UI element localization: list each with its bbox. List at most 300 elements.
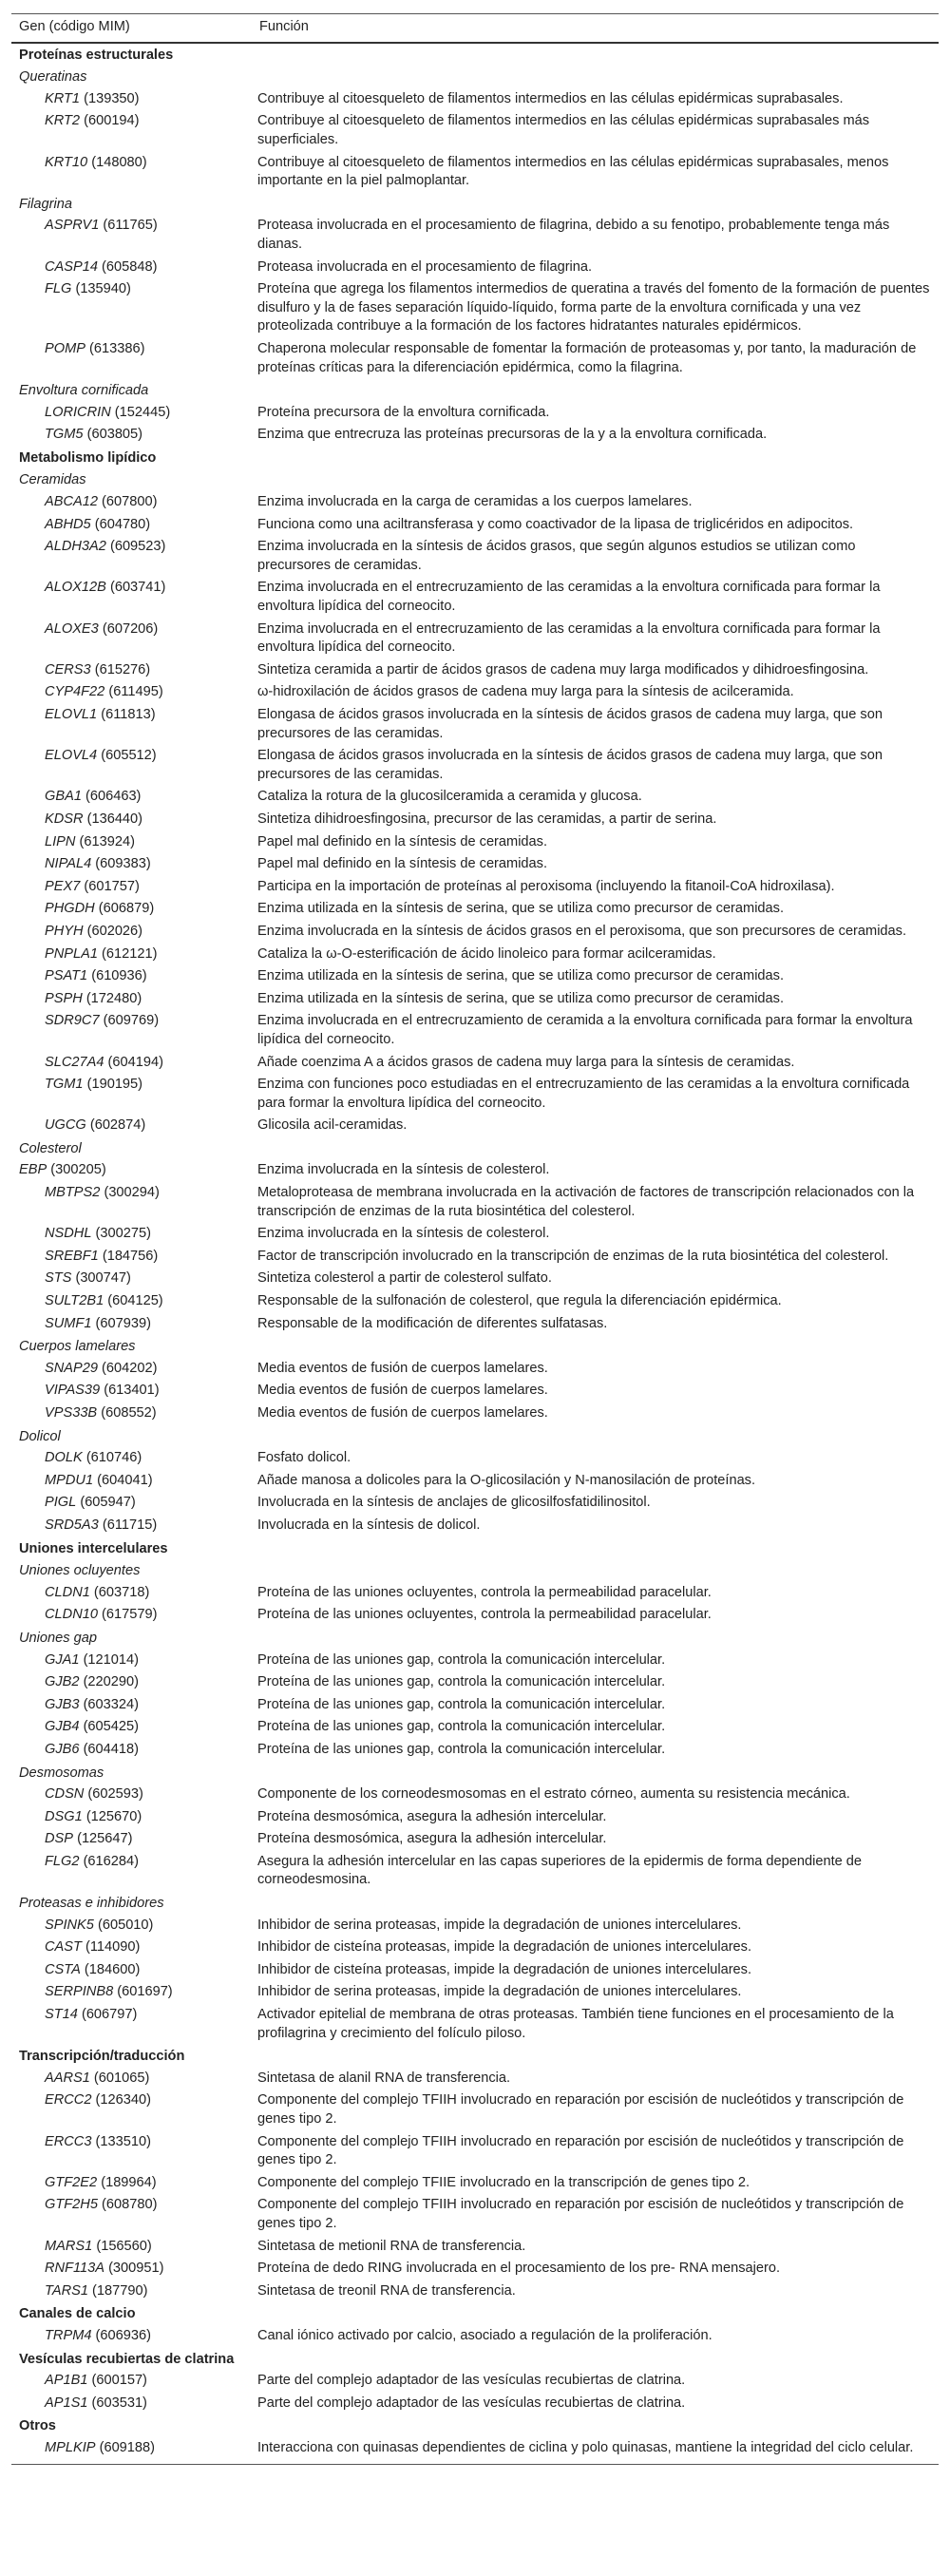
function-cell: Responsable de la modificación de diferentes sulfatasas. (257, 1315, 608, 1331)
gene-cell (11, 2325, 252, 2348)
subsection-heading-row (11, 66, 939, 88)
gene-cell (11, 1447, 252, 1470)
mim-code: (610936) (91, 968, 147, 984)
gene-cell (11, 491, 252, 514)
subsection-heading-row (11, 1892, 939, 1915)
gene-symbol: SULT2B1 (45, 1293, 104, 1309)
gene-function-table-container (11, 13, 939, 2465)
gene-symbol: VIPAS39 (45, 1383, 101, 1399)
mim-code: (602593) (87, 1786, 143, 1803)
function-cell: Enzima involucrada en la síntesis de colesterol. (257, 1162, 550, 1178)
mim-code: (604780) (94, 516, 151, 532)
gene-symbol: ERCC2 (45, 2092, 92, 2109)
gene-symbol: ABCA12 (45, 494, 98, 510)
section-heading-row (11, 43, 939, 67)
function-cell: Papel mal definido en la síntesis de ceramidas. (257, 856, 548, 872)
section-heading: Metabolismo lipídico (19, 449, 157, 466)
function-cell: Fosfato dolicol. (257, 1450, 352, 1466)
function-cell: Proteína de las uniones gap, controla la comunicación intercelular. (257, 1696, 666, 1712)
function-cell: Sintetiza ceramida a partir de ácidos grasos de cadena muy larga modificados y dihidroesfingosina. (257, 661, 869, 677)
gene-cell (11, 2258, 252, 2280)
gene-symbol: PNPLA1 (45, 945, 98, 962)
table-row (11, 876, 939, 899)
mim-code: (603531) (91, 2395, 147, 2411)
gene-symbol: PSPH (45, 990, 83, 1006)
mim-code: (611715) (102, 1517, 158, 1533)
gene-symbol: SRD5A3 (45, 1517, 99, 1533)
table-row (11, 278, 939, 338)
gene-cell (11, 704, 252, 745)
mim-code: (609769) (103, 1013, 160, 1029)
mim-code: (607800) (102, 494, 158, 510)
function-cell: Enzima involucrada en el entrecruzamiento de las ceramidas a la envoltura cornificada para formar la envoltura lipídica del corneocito. (257, 580, 881, 615)
function-cell: Contribuye al citoesqueleto de filamentos intermedios en las células epidérmicas suprabasales más superficiales. (257, 113, 870, 147)
mim-code: (603741) (109, 580, 166, 596)
gene-symbol: SPINK5 (45, 1917, 94, 1933)
gene-cell (11, 1851, 252, 1892)
table-row (11, 681, 939, 704)
mim-code: (600194) (84, 113, 140, 129)
subsection-heading-row (11, 1762, 939, 1784)
table-row (11, 1223, 939, 1246)
gene-cell (11, 1716, 252, 1739)
gene-symbol: MPLKIP (45, 2439, 96, 2455)
function-cell: Proteína de las uniones ocluyentes, controla la permeabilidad paracelular. (257, 1607, 712, 1623)
gene-symbol: SDR9C7 (45, 1013, 100, 1029)
gene-cell (11, 1492, 252, 1515)
table-row (11, 1959, 939, 1982)
mim-code: (610746) (86, 1450, 142, 1466)
table-row (11, 2131, 939, 2172)
table-row (11, 2194, 939, 2235)
gene-symbol: AP1B1 (45, 2373, 88, 2389)
gene-symbol: CAST (45, 1939, 82, 1956)
table-row (11, 577, 939, 618)
mim-code: (607939) (95, 1315, 151, 1331)
mim-code: (125670) (86, 1808, 142, 1824)
mim-code: (604041) (97, 1472, 153, 1488)
gene-symbol: GJB2 (45, 1674, 80, 1690)
mim-code: (601065) (93, 2070, 150, 2086)
gene-cell (11, 898, 252, 921)
gene-symbol: ALOXE3 (45, 620, 99, 637)
gene-cell (11, 681, 252, 704)
gene-cell (11, 402, 252, 425)
subsection-heading: Uniones ocluyentes (19, 1563, 141, 1579)
mim-code: (300951) (108, 2261, 164, 2277)
subsection-heading-row (11, 379, 939, 402)
gene-symbol: FLG (45, 281, 72, 297)
table-row (11, 88, 939, 111)
gene-cell (11, 1010, 252, 1051)
mim-code: (604202) (102, 1360, 158, 1376)
function-cell: Media eventos de fusión de cuerpos lamelares. (257, 1383, 548, 1399)
mim-code: (135940) (75, 281, 131, 297)
table-row (11, 619, 939, 659)
gene-symbol: ALDH3A2 (45, 539, 106, 555)
function-cell: Componente del complejo TFIIE involucrado en la transcripción de genes tipo 2. (257, 2174, 750, 2190)
gene-symbol: MARS1 (45, 2238, 93, 2254)
gene-cell (11, 831, 252, 854)
function-cell: Responsable de la sulfonación de colesterol, que regula la diferenciación epidérmica. (257, 1293, 782, 1309)
gene-symbol: SLC27A4 (45, 1054, 104, 1070)
gene-symbol: POMP (45, 340, 86, 356)
function-cell: Sintetiza dihidroesfingosina, precursor de las ceramidas, a partir de serina. (257, 811, 717, 827)
section-heading-row (11, 1537, 939, 1560)
gene-cell (11, 1380, 252, 1402)
mim-code: (604125) (107, 1293, 163, 1309)
mim-code: (613401) (104, 1383, 160, 1399)
table-row (11, 659, 939, 682)
gene-symbol: DSP (45, 1831, 74, 1847)
table-row (11, 338, 939, 379)
function-cell: Sintetiza colesterol a partir de colesterol sulfato. (257, 1270, 552, 1287)
subsection-heading: Envoltura cornificada (19, 383, 149, 399)
mim-code: (609523) (109, 539, 166, 555)
gene-symbol: ST14 (45, 2007, 78, 2023)
section-heading: Otros (19, 2418, 56, 2434)
table-row (11, 921, 939, 944)
mim-code: (617579) (102, 1607, 158, 1623)
function-cell: Componente del complejo TFIIH involucrado en reparación por escisión de nucleótidos y transcripción de genes tipo 2. (257, 2197, 904, 2231)
function-cell: Enzima utilizada en la síntesis de serina, que se utiliza como precursor de ceramidas. (257, 968, 785, 984)
function-cell: Enzima utilizada en la síntesis de serina, que se utiliza como precursor de ceramidas. (257, 990, 785, 1006)
table-row (11, 1828, 939, 1851)
function-cell: Cataliza la rotura de la glucosilceramida a ceramida y glucosa. (257, 789, 642, 805)
gene-cell (11, 1981, 252, 2004)
gene-cell (11, 215, 252, 256)
function-cell: ω-hidroxilación de ácidos grasos de cadena muy larga para la síntesis de acilceramida. (257, 684, 794, 700)
function-cell: Inhibidor de cisteína proteasas, impide la degradación de uniones intercelulares. (257, 1939, 752, 1956)
function-cell: Chaperona molecular responsable de fomentar la formación de proteasomas y, por tanto, la maduración de proteínas críticas para la diferenciación epidérmica, como la filagrina. (257, 340, 917, 375)
gene-symbol: TGM1 (45, 1077, 84, 1093)
gene-cell (11, 2089, 252, 2130)
gene-symbol: UGCG (45, 1117, 86, 1134)
gene-cell (11, 2068, 252, 2090)
gene-symbol: NSDHL (45, 1226, 92, 1242)
mim-code: (300294) (104, 1185, 160, 1201)
gene-cell (11, 1223, 252, 1246)
gene-symbol: TGM5 (45, 427, 84, 443)
gene-cell (11, 1937, 252, 1959)
function-cell: Proteasa involucrada en el procesamiento de filagrina. (257, 258, 593, 275)
table-row (11, 1182, 939, 1223)
section-heading-row (11, 2045, 939, 2068)
gene-cell (11, 988, 252, 1011)
gene-symbol: CSTA (45, 1961, 81, 1977)
mim-code: (613924) (79, 833, 135, 849)
gene-cell (11, 514, 252, 537)
function-cell: Metaloproteasa de membrana involucrada en la activación de factores de transcripción relacionados con la transcripción de enzimas de la ruta biosintética del colesterol. (257, 1185, 915, 1219)
gene-cell (11, 1739, 252, 1762)
mim-code: (601757) (84, 878, 140, 894)
mim-code: (608780) (102, 2197, 158, 2213)
subsection-heading-row (11, 1335, 939, 1358)
mim-code: (220290) (83, 1674, 139, 1690)
gene-symbol: LORICRIN (45, 404, 111, 420)
mim-code: (605848) (102, 258, 158, 275)
gene-symbol: MBTPS2 (45, 1185, 101, 1201)
gene-symbol: ABHD5 (45, 516, 91, 532)
function-cell: Inhibidor de serina proteasas, impide la degradación de uniones intercelulares. (257, 1917, 742, 1933)
gene-cell (11, 1959, 252, 1982)
gene-symbol: GJA1 (45, 1651, 80, 1668)
table-row (11, 424, 939, 447)
function-cell: Interacciona con quinasas dependientes de ciclina y polo quinasas, mantiene la integridad del ciclo celular. (252, 2437, 939, 2464)
gene-symbol: CERS3 (45, 661, 91, 677)
gene-cell (11, 1074, 252, 1115)
mim-code: (148080) (91, 154, 147, 170)
table-row (11, 1694, 939, 1717)
gene-cell (11, 1582, 252, 1605)
gene-cell (11, 921, 252, 944)
gene-cell (11, 659, 252, 682)
gene-symbol: CLDN10 (45, 1607, 98, 1623)
mim-code: (606936) (95, 2327, 151, 2343)
function-cell: Proteína de las uniones gap, controla la comunicación intercelular. (257, 1674, 666, 1690)
table-row (11, 1981, 939, 2004)
header-function-column: Función (252, 14, 939, 43)
gene-symbol: ERCC3 (45, 2133, 92, 2149)
mim-code: (300275) (95, 1226, 151, 1242)
subsection-heading: Desmosomas (19, 1765, 104, 1781)
mim-code: (126340) (95, 2092, 151, 2109)
mim-code: (611813) (101, 707, 156, 722)
mim-code: (602026) (86, 923, 143, 939)
gene-cell (11, 424, 252, 447)
gene-symbol: PSAT1 (45, 968, 88, 984)
subsection-heading: Cuerpos lamelares (19, 1339, 136, 1355)
table-row (11, 1358, 939, 1381)
gene-cell (11, 1358, 252, 1381)
function-cell: Componente de los corneodesmosomas en el estrato córneo, aumenta su resistencia mecánica. (257, 1786, 850, 1803)
section-heading-row (11, 2302, 939, 2325)
table-row (11, 2089, 939, 2130)
gene-symbol: AARS1 (45, 2070, 90, 2086)
subsection-heading: Ceramidas (19, 472, 86, 488)
function-cell: Canal iónico activado por calcio, asociado a regulación de la proliferación. (257, 2327, 712, 2343)
gene-symbol: VPS33B (45, 1405, 98, 1421)
subsection-heading-row (11, 1137, 939, 1160)
table-row (11, 1915, 939, 1937)
mim-code: (606797) (81, 2007, 138, 2023)
gene-symbol: CDSN (45, 1786, 85, 1803)
function-cell: Participa en la importación de proteínas al peroxisoma (incluyendo la fitanoil-CoA hidroxilasa). (257, 878, 835, 894)
table-row (11, 1313, 939, 1336)
gene-cell (11, 2280, 252, 2303)
gene-symbol: GJB6 (45, 1741, 80, 1757)
subsection-heading: Proteasas e inhibidores (19, 1896, 164, 1912)
table-row (11, 1492, 939, 1515)
gene-symbol: NIPAL4 (45, 856, 92, 872)
function-cell: Inhibidor de cisteína proteasas, impide la degradación de uniones intercelulares. (257, 1961, 752, 1977)
gene-symbol: STS (45, 1270, 72, 1287)
gene-symbol: PIGL (45, 1495, 77, 1511)
gene-symbol: GJB3 (45, 1696, 80, 1712)
gene-cell (11, 2194, 252, 2235)
table-row (11, 1851, 939, 1892)
table-row (11, 536, 939, 577)
function-cell: Involucrada en la síntesis de anclajes de glicosilfosfatidilinositol. (257, 1495, 651, 1511)
table-body (11, 43, 939, 2464)
function-cell: Proteína de las uniones gap, controla la comunicación intercelular. (257, 1651, 666, 1668)
gene-symbol: MPDU1 (45, 1472, 94, 1488)
function-cell: Sintetasa de treonil RNA de transferencia. (257, 2282, 516, 2299)
gene-symbol: GJB4 (45, 1719, 80, 1735)
table-row (11, 2172, 939, 2195)
gene-cell (11, 1159, 252, 1182)
table-row (11, 965, 939, 988)
mim-code: (609383) (95, 856, 151, 872)
mim-code: (601697) (117, 1984, 173, 2000)
mim-code: (603718) (93, 1584, 150, 1600)
table-row (11, 110, 939, 151)
function-cell: Cataliza la ω-O-esterificación de ácido linoleico para formar acilceramidas. (257, 945, 716, 962)
function-cell: Componente del complejo TFIIH involucrado en reparación por escisión de nucleótidos y transcripción de genes tipo 2. (257, 2133, 904, 2168)
gene-symbol: CASP14 (45, 258, 98, 275)
function-cell: Enzima involucrada en la síntesis de colesterol. (257, 1226, 550, 1242)
gene-cell (11, 536, 252, 577)
subsection-heading-row (11, 1627, 939, 1650)
function-cell: Proteína que agrega los filamentos intermedios de queratina a través del fomento de la formación de puentes disulfuro y la de fases separación líquido-líquido, forma parte de la envoltura cornificada y una vez proteolizada contribuye a la formación de los factores hidratantes naturales epidérmicos. (257, 281, 930, 334)
gene-cell (11, 745, 252, 786)
table-row (11, 1739, 939, 1762)
gene-cell (11, 1671, 252, 1694)
section-heading: Vesículas recubiertas de clatrina (19, 2351, 235, 2367)
subsection-heading-row (11, 193, 939, 216)
header-row (11, 14, 939, 43)
subsection-heading: Filagrina (19, 196, 72, 212)
mim-code: (121014) (83, 1651, 139, 1668)
gene-symbol: PEX7 (45, 878, 81, 894)
gene-cell (11, 152, 252, 193)
gene-cell (11, 944, 252, 966)
mim-code: (607206) (102, 620, 159, 637)
function-cell: Añade manosa a dolicoles para la O-glicosilación y N-manosilación de proteínas. (257, 1472, 756, 1488)
table-row (11, 988, 939, 1011)
gene-cell (11, 1290, 252, 1313)
function-cell: Parte del complejo adaptador de las vesículas recubiertas de clatrina. (257, 2373, 686, 2389)
table-row (11, 745, 939, 786)
gene-cell (11, 1402, 252, 1425)
gene-symbol: PHGDH (45, 901, 95, 917)
gene-cell (11, 1515, 252, 1537)
table-row (11, 2325, 939, 2348)
gene-symbol: GTF2H5 (45, 2197, 98, 2213)
table-row (11, 1806, 939, 1829)
table-row (11, 1582, 939, 1605)
gene-cell (11, 2172, 252, 2195)
gene-cell (11, 2131, 252, 2172)
table-row (11, 2236, 939, 2259)
gene-cell (11, 1470, 252, 1493)
mim-code: (611495) (108, 684, 163, 700)
table-row (11, 1937, 939, 1959)
gene-symbol: DOLK (45, 1450, 83, 1466)
table-row (11, 809, 939, 831)
mim-code: (603324) (83, 1696, 139, 1712)
mim-code: (604194) (107, 1054, 163, 1070)
subsection-heading: Dolicol (19, 1428, 61, 1444)
section-heading: Transcripción/traducción (19, 2049, 185, 2065)
mim-code: (611765) (103, 218, 158, 234)
gene-cell (11, 1694, 252, 1717)
mim-code: (156560) (96, 2238, 152, 2254)
gene-symbol: AP1S1 (45, 2395, 88, 2411)
function-cell: Contribuye al citoesqueleto de filamentos intermedios en las células epidérmicas suprabasales, menos importante en la piel palmoplantar. (257, 154, 889, 189)
gene-cell (11, 619, 252, 659)
gene-cell (11, 965, 252, 988)
function-cell: Inhibidor de serina proteasas, impide la degradación de uniones intercelulares. (257, 1984, 742, 2000)
table-row (11, 786, 939, 809)
table-row (11, 1159, 939, 1182)
mim-code: (184600) (84, 1961, 141, 1977)
mim-code: (605947) (80, 1495, 136, 1511)
gene-cell (11, 1115, 252, 1137)
gene-cell (11, 110, 252, 151)
function-cell: Proteína desmosómica, asegura la adhesión intercelular. (257, 1831, 607, 1847)
mim-code: (189964) (101, 2174, 157, 2190)
function-cell: Enzima involucrada en el entrecruzamiento de ceramida a la envoltura cornificada para formar la envoltura lipídica del corneocito. (257, 1013, 913, 1047)
gene-symbol: EBP (19, 1162, 48, 1178)
function-cell: Componente del complejo TFIIH involucrado en reparación por escisión de nucleótidos y transcripción de genes tipo 2. (257, 2092, 904, 2127)
table-row (11, 491, 939, 514)
function-cell: Enzima involucrada en la síntesis de ácidos grasos en el peroxisoma, que son precursores de ceramidas. (257, 923, 907, 939)
function-cell: Elongasa de ácidos grasos involucrada en la síntesis de ácidos grasos de cadena muy larga, que son precursores de las ceramidas. (257, 707, 883, 741)
mim-code: (172480) (86, 990, 142, 1006)
gene-symbol: PHYH (45, 923, 84, 939)
gene-symbol: RNF113A (45, 2261, 104, 2277)
table-row (11, 2004, 939, 2045)
gene-cell (11, 1313, 252, 1336)
mim-code: (184756) (102, 1248, 159, 1264)
function-cell: Funciona como una aciltransferasa y como coactivador de la lipasa de triglicéridos en adipocitos. (257, 516, 854, 532)
table-row (11, 402, 939, 425)
function-cell: Contribuye al citoesqueleto de filamentos intermedios en las células epidérmicas suprabasales. (257, 90, 844, 106)
function-cell: Asegura la adhesión intercelular en las capas superiores de la epidermis de forma dependiente de corneodesmosina. (257, 1853, 863, 1888)
function-cell: Elongasa de ácidos grasos involucrada en la síntesis de ácidos grasos de cadena muy larga, que son precursores de las ceramidas. (257, 748, 883, 782)
table-row (11, 1447, 939, 1470)
gene-cell (11, 1650, 252, 1672)
mim-code: (612121) (102, 945, 158, 962)
mim-code: (187790) (92, 2282, 148, 2299)
mim-code: (602874) (89, 1117, 146, 1134)
gene-symbol: ELOVL4 (45, 748, 98, 764)
table-row (11, 1115, 939, 1137)
gene-cell (11, 2370, 252, 2393)
table-row (11, 898, 939, 921)
table-row (11, 1010, 939, 1051)
table-row (11, 1515, 939, 1537)
table-row (11, 2068, 939, 2090)
mim-code: (615276) (94, 661, 151, 677)
gene-symbol: SERPINB8 (45, 1984, 114, 2000)
mim-code: (613386) (89, 340, 145, 356)
gene-cell (11, 1268, 252, 1290)
mim-code: (300747) (75, 1270, 131, 1287)
gene-symbol: CLDN1 (45, 1584, 90, 1600)
function-cell: Papel mal definido en la síntesis de ceramidas. (257, 833, 548, 849)
mim-code: (125647) (77, 1831, 133, 1847)
mim-code: (190195) (86, 1077, 143, 1093)
function-cell: Enzima involucrada en la síntesis de ácidos grasos, que según algunos estudios se utilizan como precursores de ceramidas. (257, 539, 856, 573)
table-row (11, 1246, 939, 1269)
mim-code: (605425) (83, 1719, 139, 1735)
table-row (11, 514, 939, 537)
table-row (11, 831, 939, 854)
function-cell: Media eventos de fusión de cuerpos lamelares. (257, 1360, 548, 1376)
section-heading-row (11, 2348, 939, 2371)
